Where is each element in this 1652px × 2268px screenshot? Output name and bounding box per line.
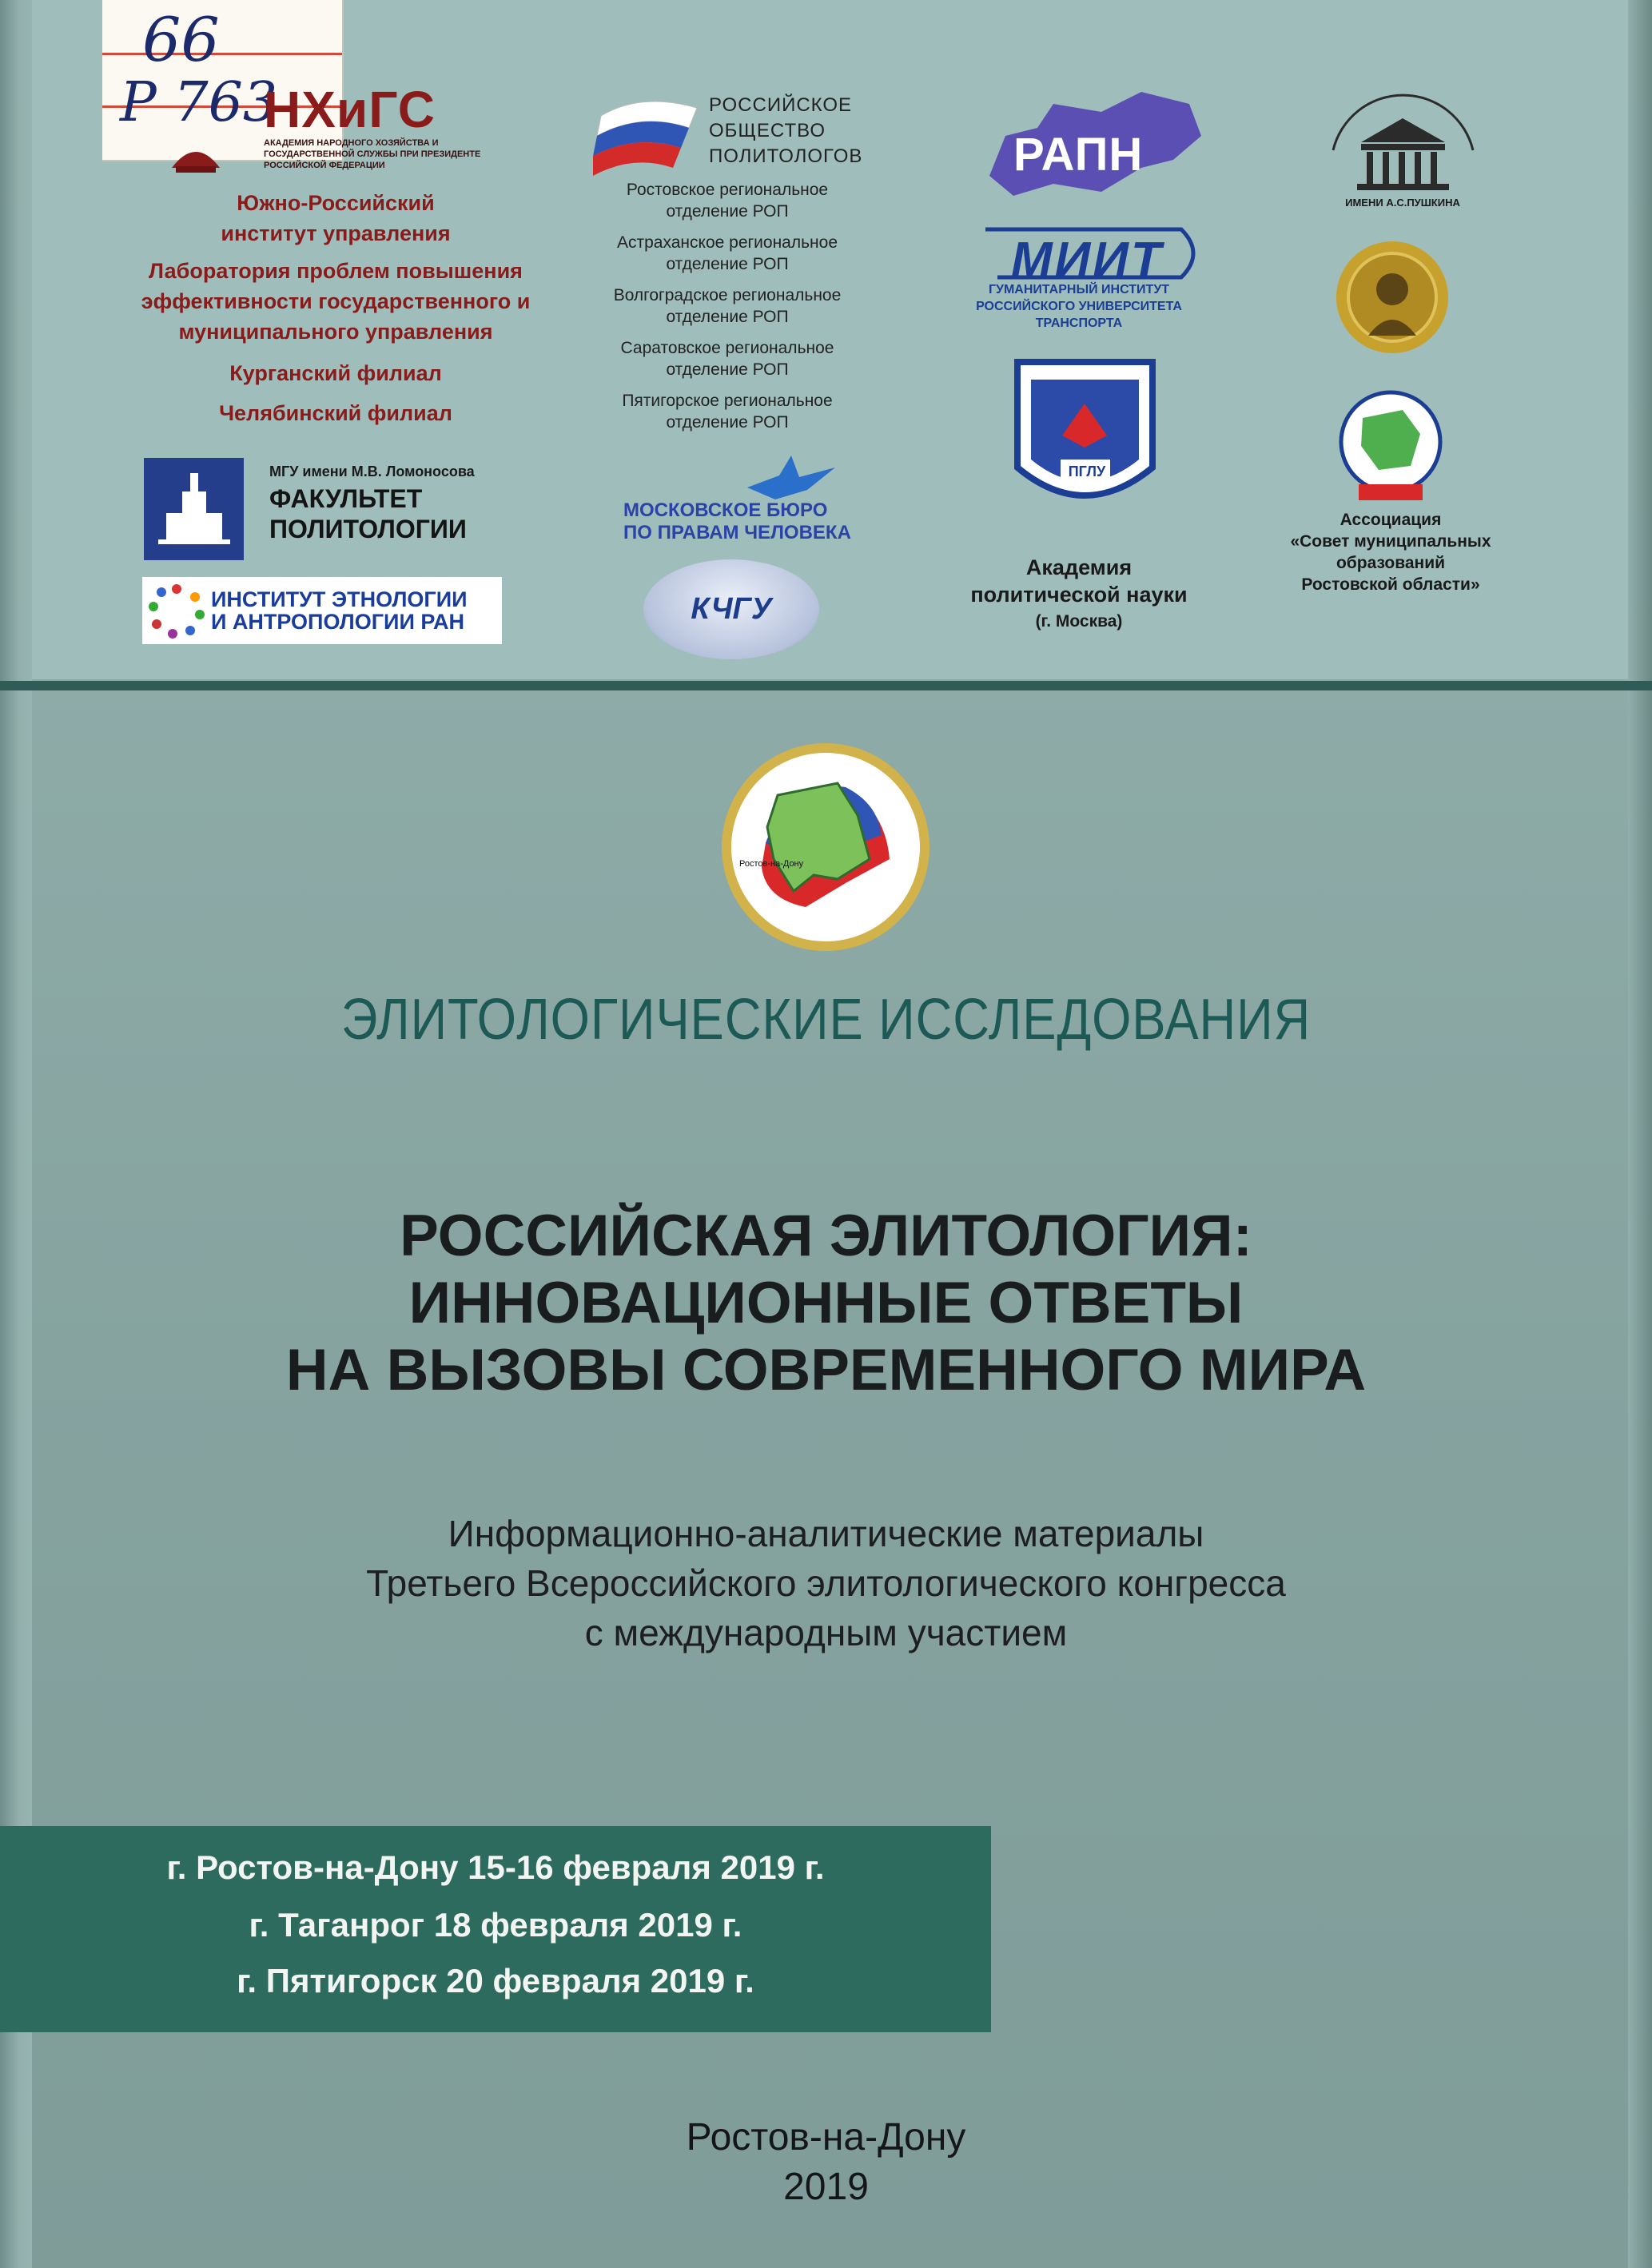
mbhr-line: ПО ПРАВАМ ЧЕЛОВЕКА bbox=[623, 522, 851, 543]
subtitle-line: Третьего Всероссийского элитологического конгресса bbox=[366, 1562, 1286, 1604]
emblem-city-label: Ростов-на-Дону bbox=[739, 859, 804, 869]
book-subtitle bbox=[0, 1509, 1652, 1657]
rop-branch-line: отделение РОП bbox=[666, 360, 789, 379]
rop-name bbox=[709, 93, 862, 169]
ranepa-subtitle: АКАДЕМИЯ НАРОДНОГО ХОЗЯЙСТВА И ГОСУДАРСТВЕННОЙ СЛУЖБЫ ПРИ ПРЕЗИДЕНТЕ РОССИЙСКОЙ ФЕДЕРАЦИИ bbox=[264, 138, 481, 170]
lgu-building-icon bbox=[1317, 86, 1489, 198]
assoc-line: Ростовской области» bbox=[1301, 575, 1480, 594]
book-title-line: РОССИЙСКАЯ ЭЛИТОЛОГИЯ: bbox=[400, 1204, 1252, 1268]
rankigs-line: эффективности государственного и bbox=[141, 289, 531, 313]
rop-branch-line: Ростовское региональное bbox=[626, 181, 829, 199]
assoc-line: «Совет муниципальных bbox=[1290, 532, 1491, 551]
medal-icon bbox=[1335, 240, 1451, 356]
rop-branch bbox=[559, 284, 895, 328]
miit-institute bbox=[951, 281, 1207, 332]
apn-line: Академия bbox=[1025, 555, 1133, 579]
subtitle-line: Информационно-аналитические материалы bbox=[448, 1513, 1204, 1554]
rankigs-line: институт управления bbox=[221, 221, 451, 245]
msu-building-icon bbox=[158, 469, 230, 549]
msu-faculty-line: ФАКУЛЬТЕТ bbox=[269, 484, 423, 513]
elitology-school-emblem-icon bbox=[718, 739, 933, 955]
ranepa-emblem-icon bbox=[164, 136, 228, 176]
date-rostov: г. Ростов-на-Дону 15-16 февраля 2019 г. bbox=[166, 1848, 825, 1886]
moscow-human-rights-bureau bbox=[623, 499, 851, 544]
kurgan-branch: Курганский филиал bbox=[229, 361, 442, 385]
rop-branch bbox=[559, 337, 895, 380]
lgu-caption: ИМЕНИ А.С.ПУШКИНА bbox=[1345, 197, 1460, 209]
panel-divider bbox=[0, 681, 1652, 690]
msu-faculty-line: ПОЛИТОЛОГИИ bbox=[269, 515, 467, 543]
kchgu-logo bbox=[643, 559, 819, 659]
ethnology-institute-logo bbox=[142, 577, 502, 644]
political-science-academy bbox=[943, 554, 1215, 635]
apn-line: политической науки bbox=[970, 583, 1188, 607]
rop-branch bbox=[559, 179, 895, 222]
rop-name-line: ОБЩЕСТВО bbox=[709, 120, 826, 141]
rop-branch-line: отделение РОП bbox=[666, 308, 789, 326]
rankigs-line: Южно-Российский bbox=[237, 191, 435, 215]
sticker-rule bbox=[102, 53, 342, 55]
miit-line: РОССИЙСКОГО УНИВЕРСИТЕТА bbox=[976, 300, 1182, 313]
rankigs-line: муниципального управления bbox=[178, 320, 493, 344]
rop-name-line: ПОЛИТОЛОГОВ bbox=[709, 145, 863, 167]
rop-branch-line: Волгоградское региональное bbox=[613, 286, 842, 304]
kchgu-text: КЧГУ bbox=[691, 592, 772, 626]
municipal-association bbox=[1271, 509, 1511, 595]
chelyabinsk-branch: Челябинский филиал bbox=[219, 401, 452, 425]
mbhr-line: МОСКОВСКОЕ БЮРО bbox=[623, 499, 828, 521]
sticker-author-code: Р 763 bbox=[120, 71, 278, 134]
right-edge bbox=[1628, 0, 1652, 2268]
ethnology-line: И АНТРОПОЛОГИИ РАН bbox=[211, 610, 464, 634]
rop-branch-line: Пятигорское региональное bbox=[622, 392, 833, 410]
rop-branch bbox=[559, 390, 895, 433]
rop-branch-line: Саратовское региональное bbox=[620, 339, 834, 357]
book-title-line: НА ВЫЗОВЫ СОВРЕМЕННОГО МИРА bbox=[285, 1338, 1367, 1403]
rankigs-line: Лаборатория проблем повышения bbox=[149, 259, 523, 283]
miit-line: ТРАНСПОРТА bbox=[1035, 316, 1123, 330]
people-circle-icon bbox=[149, 583, 205, 639]
msu-logo bbox=[144, 458, 244, 560]
rop-branch-line: отделение РОП bbox=[666, 202, 789, 221]
ranepa-logo-text: НХиГС bbox=[264, 81, 436, 138]
assoc-line: образований bbox=[1336, 554, 1446, 572]
date-pyatigorsk: г. Пятигорск 20 февраля 2019 г. bbox=[237, 1962, 754, 1999]
msu-faculty bbox=[269, 483, 467, 544]
msu-name: МГУ имени М.В. Ломоносова bbox=[269, 464, 475, 479]
congress-dates-band bbox=[0, 1826, 991, 2032]
association-emblem-icon bbox=[1331, 390, 1451, 506]
book-title bbox=[0, 1203, 1652, 1404]
date-taganrog: г. Таганрог 18 февраля 2019 г. bbox=[249, 1906, 742, 1944]
rop-name-line: РОССИЙСКОЕ bbox=[709, 94, 853, 116]
rop-branch-line: отделение РОП bbox=[666, 413, 789, 432]
sticker-shelf-code: 66 bbox=[142, 4, 220, 75]
rop-branch-line: отделение РОП bbox=[666, 255, 789, 273]
subtitle-line: с международным участием bbox=[584, 1612, 1068, 1653]
series-title: ЭЛИТОЛОГИЧЕСКИЕ ИССЛЕДОВАНИЯ bbox=[340, 988, 1312, 1052]
assoc-line: Ассоциация bbox=[1340, 511, 1442, 529]
rapn-logo-text: РАПН bbox=[1013, 129, 1144, 181]
book-title-line: ИННОВАЦИОННЫЕ ОТВЕТЫ bbox=[408, 1271, 1244, 1335]
rop-branch-line: Астраханское региональное bbox=[617, 233, 838, 252]
apn-city: (г. Москва) bbox=[1035, 612, 1123, 631]
rop-flag-icon bbox=[593, 92, 705, 180]
ethnology-line: ИНСТИТУТ ЭТНОЛОГИИ bbox=[211, 587, 468, 611]
ethnology-institute-name bbox=[211, 588, 468, 633]
imprint-year: 2019 bbox=[783, 2166, 869, 2208]
miit-line: ГУМАНИТАРНЫЙ ИНСТИТУТ bbox=[988, 283, 1170, 296]
pgu-abbr: ПГЛУ bbox=[1068, 464, 1106, 479]
imprint-city: Ростов-на-Дону bbox=[686, 2116, 966, 2159]
miit-logo-text: МИИТ bbox=[1011, 233, 1164, 288]
rop-branch bbox=[559, 232, 895, 275]
pgu-shield-icon bbox=[1011, 356, 1159, 523]
imprint bbox=[0, 2113, 1652, 2212]
